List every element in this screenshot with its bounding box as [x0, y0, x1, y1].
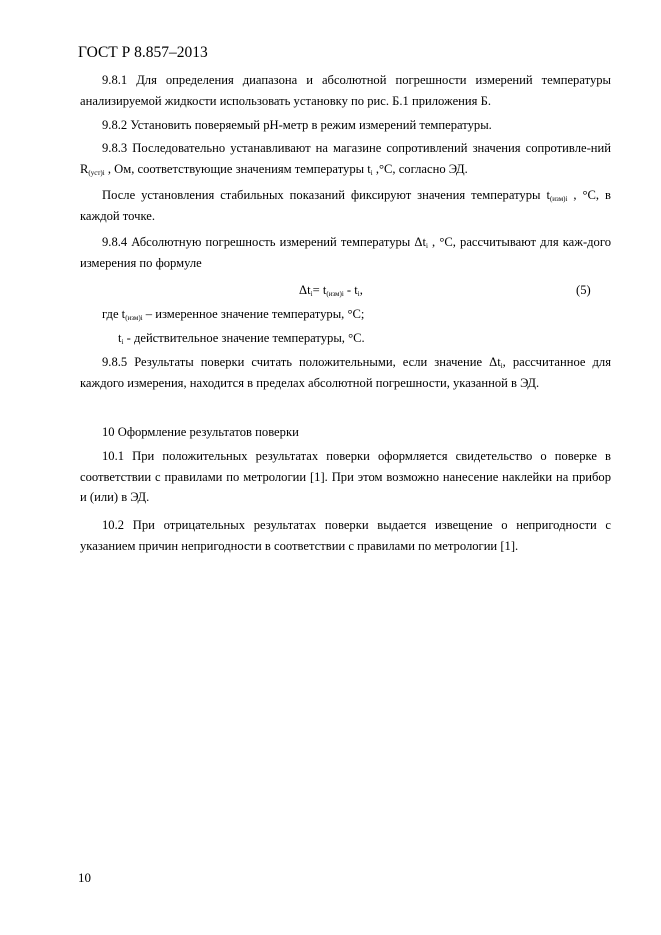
text: – измеренное значение температуры, °С;	[142, 307, 365, 321]
text: , °С, в каждой точке.	[80, 188, 611, 223]
where-line-1	[102, 304, 364, 325]
subscript: i	[357, 290, 360, 298]
formula-minus: - t	[343, 283, 358, 297]
text: , Ом, соответствующие значениям температуры t	[104, 161, 371, 176]
text: 9.8.3 Последовательно устанавливают на магазине сопротивлений значения сопротивле-ний R	[80, 141, 611, 176]
subscript: (изм)i	[326, 290, 344, 298]
text: После установления стабильных показаний фиксируют значения температуры t	[102, 188, 550, 202]
subscript: i	[370, 168, 373, 177]
paragraph-9-8-5	[80, 352, 611, 393]
formula-delta: Δt	[299, 283, 311, 297]
section-10-title: 10 Оформление результатов поверки	[102, 425, 299, 439]
subscript: i	[425, 242, 428, 250]
text: - действительное значение температуры, °С.	[123, 331, 365, 345]
paragraph-10-1: 10.1 При положительных результатах поверки оформляется свидетельство о поверке в соответствии с правилами по метрологии [1]. При этом возможно нанесение наклейки на прибор и (или) в ЭД.	[80, 449, 611, 504]
page-number: 10	[78, 870, 91, 885]
paragraph-9-8-3	[80, 138, 611, 179]
paragraph-stable-readings	[80, 185, 611, 226]
subscript: (изм)i	[549, 195, 568, 203]
formula-number: (5)	[576, 283, 591, 297]
text: 9.8.5 Результаты поверки считать положительными, если значение Δt	[102, 355, 501, 369]
text: , рассчитанное для каждого измерения, находится в пределах абсолютной погрешности, указанной в ЭД.	[80, 355, 611, 390]
paragraph-9-8-1: 9.8.1 Для определения диапазона и абсолютной погрешности измерений температуры анализируемой жидкости использовать установку по рис. Б.1 приложения Б.	[80, 73, 611, 108]
formula	[299, 280, 363, 301]
formula-eq: = t	[312, 283, 327, 297]
formula-comma: ,	[359, 283, 363, 297]
subscript: (изм)i	[125, 314, 143, 322]
paragraph-9-8-2: 9.8.2 Установить поверяемый рН-метр в режим измерений температуры.	[102, 118, 492, 132]
text: , °С, рассчитывают для каж-дого измерения по формуле	[80, 235, 611, 270]
document-header: ГОСТ Р 8.857–2013	[78, 44, 208, 61]
where-line-2	[118, 328, 365, 349]
text: t	[118, 331, 122, 345]
subscript: i	[500, 362, 503, 370]
text: ,°С, согласно ЭД.	[372, 161, 468, 176]
subscript: (уст)i	[88, 168, 105, 177]
subscript: i	[310, 290, 313, 298]
paragraph-9-8-4	[80, 232, 611, 273]
subscript: i	[121, 338, 124, 346]
text: где t	[102, 307, 126, 321]
paragraph-10-2: 10.2 При отрицательных результатах поверки выдается извещение о непригодности с указанием причин непригодности в соответствии с правилами по метрологии [1].	[80, 518, 611, 553]
text: 9.8.4 Абсолютную погрешность измерений температуры Δt	[102, 235, 426, 249]
